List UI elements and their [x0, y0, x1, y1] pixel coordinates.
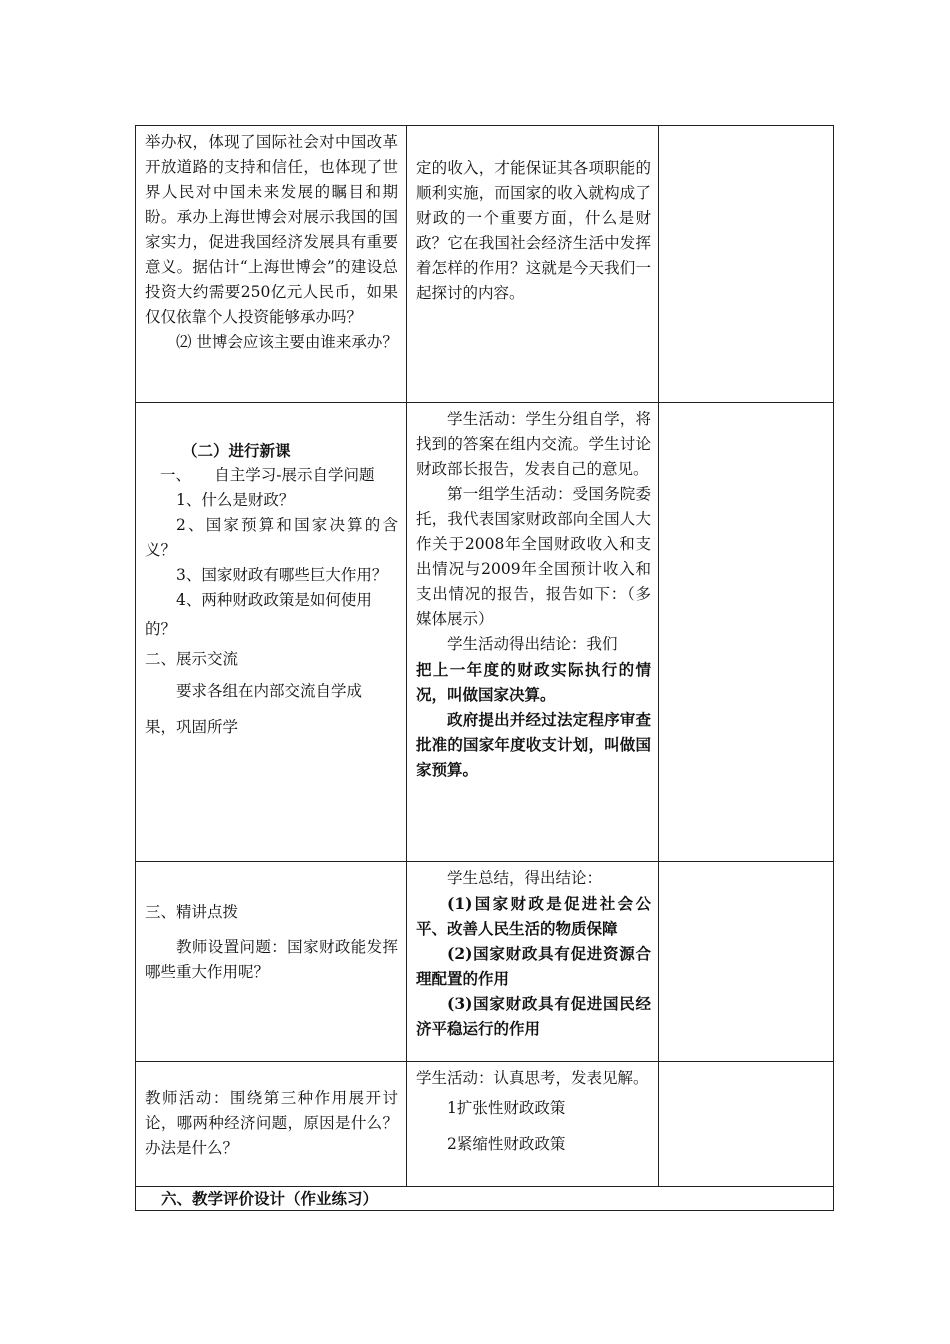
paragraph: 定的收入，才能保证其各项职能的顺利实施，而国家的收入就构成了财政的一个重要方面，什么是财政？它在我国社会经济生活中发挥着怎样的作用？这就是今天我们一起探讨的内容。: [416, 159, 651, 302]
teacher-activity-cell: [136, 1062, 407, 1186]
paragraph: ⑵ 世博会应该主要由谁来承办？: [176, 333, 398, 351]
paragraph: 教师活动：围绕第三种作用展开讨论，哪两种经济问题，原因是什么？办法是什么？: [145, 1089, 398, 1157]
paragraph: 果，巩固所学: [145, 718, 239, 736]
section-heading: 三、精讲点拨: [145, 903, 239, 921]
teacher-activity-cell: [136, 126, 407, 402]
conclusion-text: 政府提出并经过法定程序审查批准的国家年度收支计划，叫做国家预算。: [416, 710, 651, 779]
student-activity-cell: [407, 1062, 659, 1186]
section-heading-row: [136, 1187, 833, 1210]
student-activity-cell: [407, 403, 659, 861]
paragraph: 学生总结，得出结论：: [447, 869, 603, 887]
section-heading: 六、教学评价设计（作业练习）: [161, 1189, 379, 1208]
table-row: [136, 862, 833, 1062]
paragraph: 第一组学生活动：受国务院委托，我代表国家财政部向全国人大作关于2008年全国财政收入和支出情况与2009年全国预计收入和支出情况的报告，报告如下：（多媒体展示）: [416, 485, 651, 628]
notes-cell: [659, 862, 833, 1061]
student-activity-cell: [407, 126, 659, 402]
list-item: 3、国家财政有哪些巨大作用？: [176, 566, 388, 584]
conclusion-text: (1)国家财政是促进社会公平、改善人民生活的物质保障: [416, 894, 651, 938]
list-item: 1扩张性财政政策: [447, 1099, 566, 1117]
paragraph: 要求各组在内部交流自学成: [176, 682, 363, 700]
table-row: [136, 1062, 833, 1187]
notes-cell: [659, 403, 833, 861]
paragraph: 的？: [145, 620, 177, 638]
notes-cell: [659, 126, 833, 402]
teacher-activity-cell: [136, 403, 407, 861]
paragraph: 学生活动：学生分组自学，将找到的答案在组内交流。学生讨论财政部长报告，发表自己的意见。: [416, 410, 651, 478]
student-activity-cell: [407, 862, 659, 1061]
lesson-plan-table: [135, 125, 834, 1211]
teacher-activity-cell: [136, 862, 407, 1061]
paragraph: 学生活动得出结论：我们: [447, 635, 618, 653]
conclusion-text: 把上一年度的财政实际执行的情况，叫做国家决算。: [416, 660, 651, 704]
section-heading: （二）进行新课: [182, 441, 291, 460]
table-row: [136, 403, 833, 862]
notes-cell: [659, 1062, 833, 1186]
list-item: 4、两种财政政策是如何使用: [176, 591, 372, 609]
list-item: 2、国家预算和国家决算的含义？: [145, 516, 398, 559]
conclusion-text: (3)国家财政具有促进国民经济平稳运行的作用: [416, 994, 651, 1038]
table-row: [136, 126, 833, 403]
list-item: 2紧缩性财政政策: [447, 1135, 566, 1153]
paragraph: 一、 自主学习-展示自学问题: [160, 466, 375, 484]
conclusion-text: (2)国家财政具有促进资源合理配置的作用: [416, 944, 651, 988]
list-item: 1、什么是财政？: [176, 491, 295, 509]
paragraph: 举办权，体现了国际社会对中国改革开放道路的支持和信任，也体现了世界人民对中国未来发展的瞩目和期盼。承办上海世博会对展示我国的国家实力，促进我国经济发展具有重要意义。据估计“上海世博会”的建设总投资大约需要250亿元人民币，如果仅仅依靠个人投资能够承办吗？: [145, 133, 398, 326]
paragraph: 学生活动：认真思考，发表见解。: [416, 1069, 649, 1087]
paragraph: 教师设置问题：国家财政能发挥哪些重大作用呢？: [145, 938, 398, 981]
section-heading: 二、展示交流: [145, 650, 239, 668]
